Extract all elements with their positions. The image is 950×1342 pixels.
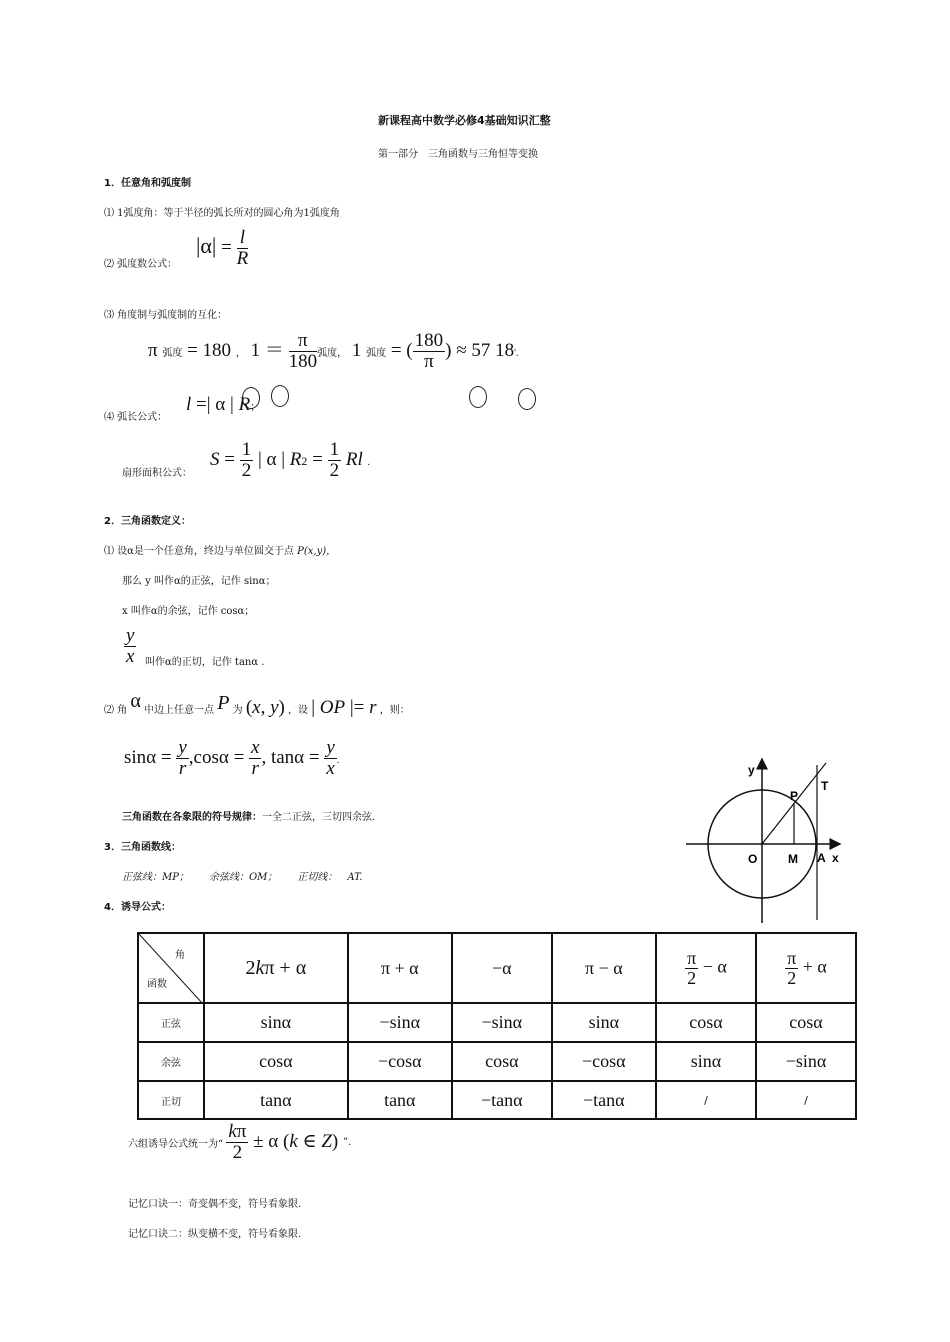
s2-cosine-def: x 叫作α的余弦，记作 cosα；: [122, 606, 255, 617]
table-corner-cell: [138, 933, 204, 1003]
table-cell: /: [656, 1081, 756, 1119]
table-cell: sinα: [656, 1042, 756, 1081]
section-1-heading: 1．任意角和弧度制: [104, 178, 191, 189]
table-row: [138, 1042, 856, 1081]
s2-unit-circle-def: [104, 542, 336, 557]
s2-sine-def: 那么 y 叫作α的正弦，记作 sinα；: [122, 576, 276, 587]
table-cell: cosα: [756, 1003, 856, 1042]
section-4-heading: 4．诱导公式：: [104, 902, 171, 913]
table-header-row: [138, 933, 856, 1003]
table-cell: tanα: [204, 1081, 348, 1119]
table-cell: cosα: [204, 1042, 348, 1081]
unified-formula-line: 六组诱导公式统一为“ $\frac{k\pi}{2}$ ± α (k ∈ Z) ”.: [128, 1121, 352, 1163]
point-p-label: P: [790, 789, 799, 803]
s2-tangent-def: 叫作α的正切，记作 tanα .: [145, 657, 265, 668]
table-cell: −cosα: [348, 1042, 452, 1081]
page-title: 新课程高中数学必修4基础知识汇整: [378, 114, 551, 127]
s2-point-p: P(x,y)，: [297, 546, 337, 557]
corner-diagonal: [139, 934, 203, 1004]
x-axis-label: x: [832, 851, 839, 865]
table-cell: sinα: [204, 1003, 348, 1042]
mnemonic-1: 记忆口诀一：奇变偶不变，符号看象限.: [128, 1199, 302, 1210]
point-t-label: T: [821, 779, 829, 793]
s2-general-point-line: ⑵ 角 α 中边上任意一点 P 为 (x, y) ，设 | OP |= r ，则：: [104, 690, 410, 718]
table-cell: −sinα: [348, 1003, 452, 1042]
trig-ratio-formula: sinα = $\frac{y}{r}$ ,cosα = $\frac{x}{r}$ , tanα = $\frac{y}{x}$ .: [124, 737, 340, 779]
section-2-heading: 2．三角函数定义：: [104, 516, 191, 527]
table-row: [138, 1081, 856, 1119]
s2-unit-circle-text: ⑴ 设α是一个任意角，终边与单位圆交于点: [104, 546, 294, 557]
table-cell: −cosα: [552, 1042, 656, 1081]
s2-then-text: ，则：: [379, 705, 410, 716]
row-label-tangent: 正切: [138, 1081, 204, 1119]
s1-sector-area-label: 扇形面积公式：: [122, 468, 192, 479]
degree-symbol-circle: [518, 388, 536, 410]
conversion-formula: π 弧度 = 180 ， 1 ＝ $\frac{\pi}{180}$ 弧度， 1 弧度 = ( $\frac{180}{\pi}$ ) ≈ 57 18'.: [148, 330, 519, 372]
table-cell: sinα: [552, 1003, 656, 1042]
s1-radian-definition: ⑴ 1弧度角：等于半径的弧长所对的圆心角为1弧度角: [104, 208, 340, 219]
s1-radian-formula-label: ⑵ 弧度数公式：: [104, 259, 178, 270]
quadrant-sign-rule: [122, 808, 375, 823]
point-m-label: M: [788, 852, 798, 866]
table-row: [138, 1003, 856, 1042]
s2-angle-text: ⑵ 角: [104, 705, 128, 716]
s2-as-text: 为: [232, 705, 243, 716]
section-3-heading: 3．三角函数线：: [104, 842, 181, 853]
corner-function-label: 函数: [147, 979, 167, 990]
sign-rule-text: 一全二正弦，三切四余弦.: [262, 812, 376, 823]
radian-formula: |α| = $\frac{l}{R}$: [196, 227, 249, 269]
unified-formula-text: 六组诱导公式统一为“: [128, 1138, 224, 1150]
sector-area-formula: S = $\frac{1}{2}$ | α | R2 = $\frac{1}{2}$ Rl .: [210, 439, 370, 481]
point-a-label: A: [817, 851, 826, 865]
y-axis-label: y: [748, 763, 755, 777]
row-label-cosine: 余弦: [138, 1042, 204, 1081]
table-cell: tanα: [348, 1081, 452, 1119]
trig-lines-text: 正弦线：MP； 余弦线：OM； 正切线： AT.: [122, 872, 363, 883]
sign-rule-label: 三角函数在各象限的符号规律：: [122, 812, 262, 823]
row-label-sine: 正弦: [138, 1003, 204, 1042]
col-header: −α: [452, 933, 552, 1003]
col-header: π + α: [348, 933, 452, 1003]
col-header: $\frac{\pi}{2}$ + α: [756, 933, 856, 1003]
col-header: $\frac{\pi}{2}$ − α: [656, 933, 756, 1003]
table-cell: cosα: [656, 1003, 756, 1042]
y-over-x-fraction: $\frac{y}{x}$: [126, 625, 135, 667]
col-header: 2kπ + α: [204, 933, 348, 1003]
table-cell: −sinα: [756, 1042, 856, 1081]
s1-conversion-label: ⑶ 角度制与弧度制的互化：: [104, 310, 228, 321]
table-cell: −tanα: [552, 1081, 656, 1119]
origin-o-label: O: [748, 852, 758, 866]
s2-any-point-text: 中边上任意一点: [144, 705, 215, 716]
page-subtitle: 第一部分 三角函数与三角恒等变换: [378, 149, 538, 160]
arc-length-formula: l =| α | R；: [186, 394, 261, 415]
table-cell: −sinα: [452, 1003, 552, 1042]
table-cell: /: [756, 1081, 856, 1119]
s1-arc-length-label: ⑷ 弧长公式：: [104, 412, 168, 423]
mnemonic-2: 记忆口诀二：纵变横不变，符号看象限.: [128, 1229, 302, 1240]
table-cell: cosα: [452, 1042, 552, 1081]
degree-symbol-circle: [469, 386, 487, 408]
unified-formula-end: ”.: [342, 1136, 352, 1148]
degree-symbol-circle: [271, 385, 289, 407]
col-header: π − α: [552, 933, 656, 1003]
unit-circle-diagram: [680, 755, 850, 925]
table-cell: −tanα: [452, 1081, 552, 1119]
induction-formula-table: [137, 932, 857, 1120]
s2-let-text: ，设: [288, 705, 309, 716]
corner-angle-label: 角: [175, 950, 185, 961]
